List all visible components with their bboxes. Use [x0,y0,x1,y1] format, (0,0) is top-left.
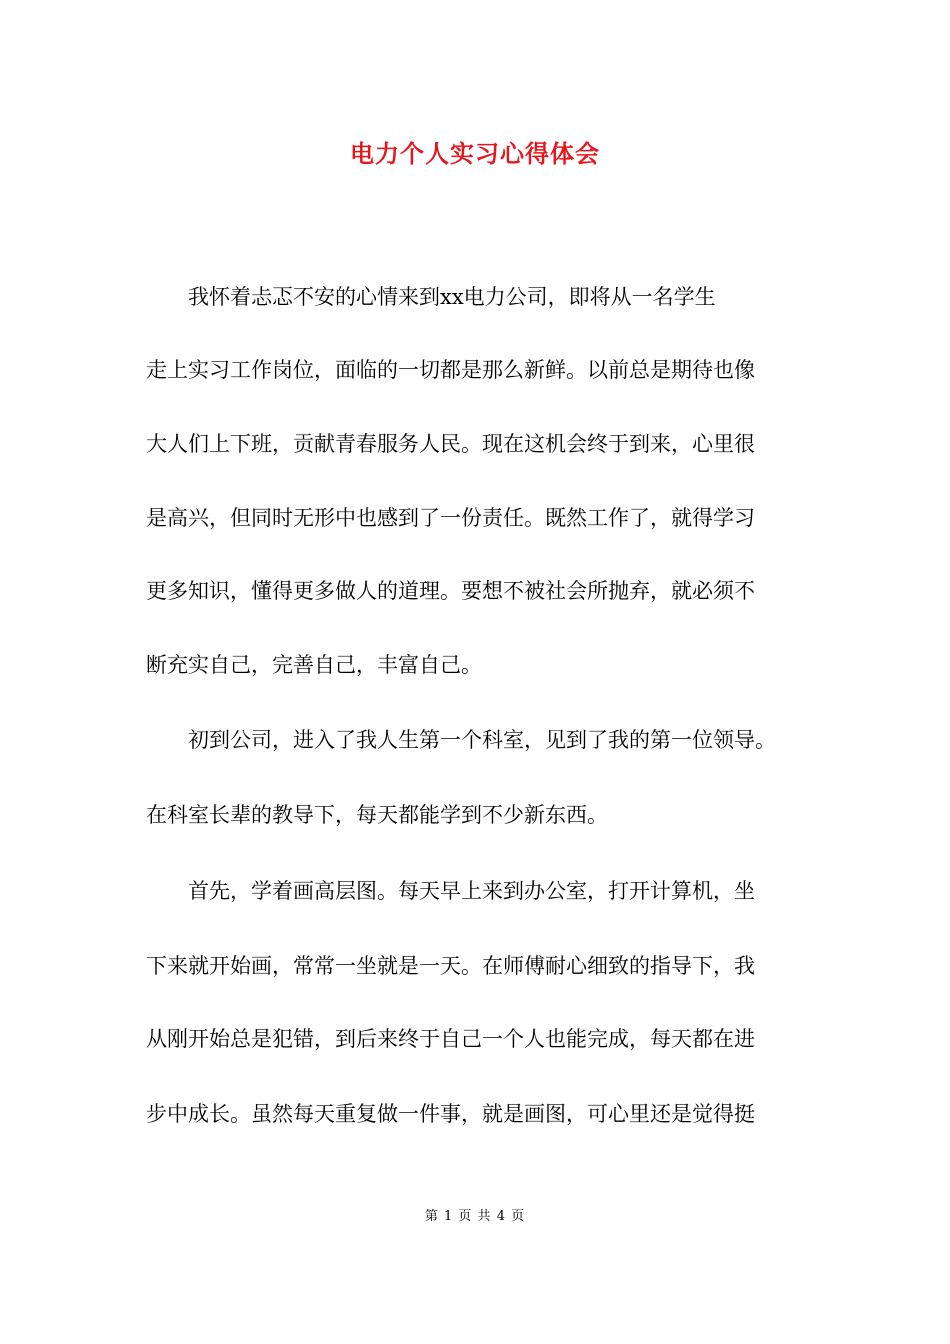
paragraph-line: 更多知识，懂得更多做人的道理。要想不被社会所抛弃，就必须不 [146,579,755,603]
paragraph-line: 大人们上下班，贡献青春服务人民。现在这机会终于到来，心里很 [146,432,755,456]
paragraph-line: 断充实自己，完善自己，丰富自己。 [146,653,482,677]
paragraph-line: 从刚开始总是犯错，到后来终于自己一个人也能完成，每天都在进 [146,1027,755,1051]
paragraph-line: 在科室长辈的教导下，每天都能学到不少新东西。 [146,803,608,827]
paragraph-line: 我怀着忐忑不安的心情来到xx电力公司，即将从一名学生 [146,285,716,309]
paragraph-line: 初到公司，进入了我人生第一个科室，见到了我的第一位领导。 [146,728,776,752]
paragraph-line: 是高兴，但同时无形中也感到了一份责任。既然工作了，就得学习 [146,506,755,530]
page-footer: 第 1 页 共 4 页 [424,1209,526,1224]
paragraph-line: 步中成长。虽然每天重复做一件事，就是画图，可心里还是觉得挺 [146,1102,755,1126]
paragraph-line: 下来就开始画，常常一坐就是一天。在师傅耐心细致的指导下，我 [146,954,755,978]
paragraph-line: 首先，学着画高层图。每天早上来到办公室，打开计算机，坐 [146,879,755,903]
paragraph-line: 走上实习工作岗位，面临的一切都是那么新鲜。以前总是期待也像 [146,358,755,382]
document-title: 电力个人实习心得体会 [350,139,600,168]
